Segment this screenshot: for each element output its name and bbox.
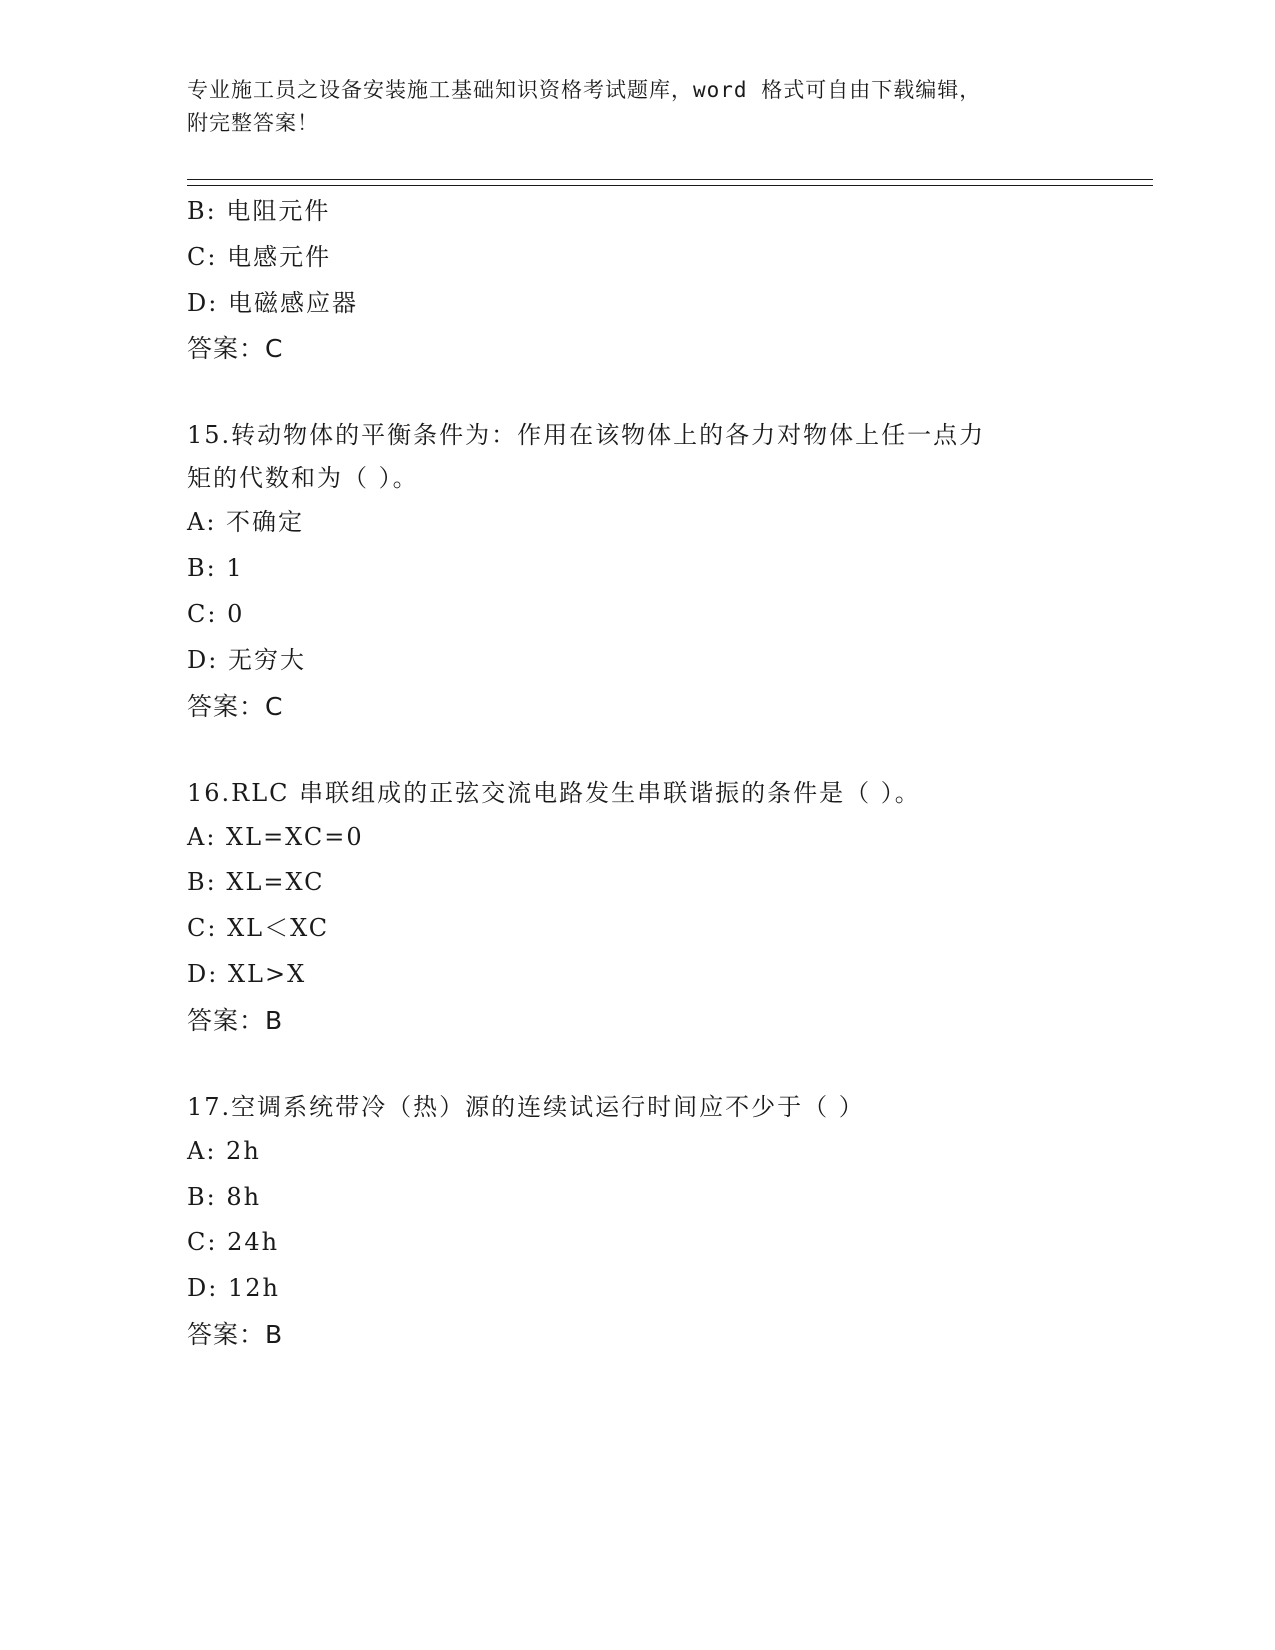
header-divider xyxy=(187,179,1153,186)
question-text-line-1: 17.空调系统带冷（热）源的连续试运行时间应不少于（ ） xyxy=(187,1092,865,1121)
option-d: D: 12h xyxy=(187,1274,280,1303)
header-line-1: 专业施工员之设备安装施工基础知识资格考试题库，word 格式可自由下载编辑， xyxy=(187,78,982,102)
document-header xyxy=(187,74,1087,140)
option-a: A: 不确定 xyxy=(187,508,305,537)
option-a: A: XL=XC=0 xyxy=(187,822,364,851)
answer: 答案：C xyxy=(187,691,284,721)
question-16 xyxy=(187,772,1087,1043)
question-15 xyxy=(187,414,1087,728)
option-d: D: XL>X xyxy=(187,959,307,988)
answer: 答案：C xyxy=(187,334,284,364)
option-c: C: 电感元件 xyxy=(187,242,332,271)
question-text-line-1: 15.转动物体的平衡条件为：作用在该物体上的各力对物体上任一点力 xyxy=(187,421,986,450)
option-c: C: XL＜XC xyxy=(187,914,330,943)
question-list xyxy=(187,189,1087,1357)
option-b: B: 1 xyxy=(187,554,244,583)
option-b: B: XL=XC xyxy=(187,868,325,897)
option-a: A: 2h xyxy=(187,1136,261,1165)
question-14-continued xyxy=(187,189,1087,371)
option-c: C: 24h xyxy=(187,1228,280,1257)
question-text-line-1: 16.RLC 串联组成的正弦交流电路发生串联谐振的条件是（ ）。 xyxy=(187,778,921,807)
option-b: B: 电阻元件 xyxy=(187,197,331,225)
option-b: B: 8h xyxy=(187,1182,262,1211)
question-text-line-2: 矩的代数和为（ ）。 xyxy=(187,464,419,493)
header-line-2: 附完整答案！ xyxy=(187,111,319,135)
option-d: D: 无穷大 xyxy=(187,645,306,674)
answer: 答案：B xyxy=(187,1005,284,1035)
question-17 xyxy=(187,1086,1087,1357)
option-d: D: 电磁感应器 xyxy=(187,288,358,317)
option-c: C: 0 xyxy=(187,599,245,628)
answer: 答案：B xyxy=(187,1319,284,1349)
